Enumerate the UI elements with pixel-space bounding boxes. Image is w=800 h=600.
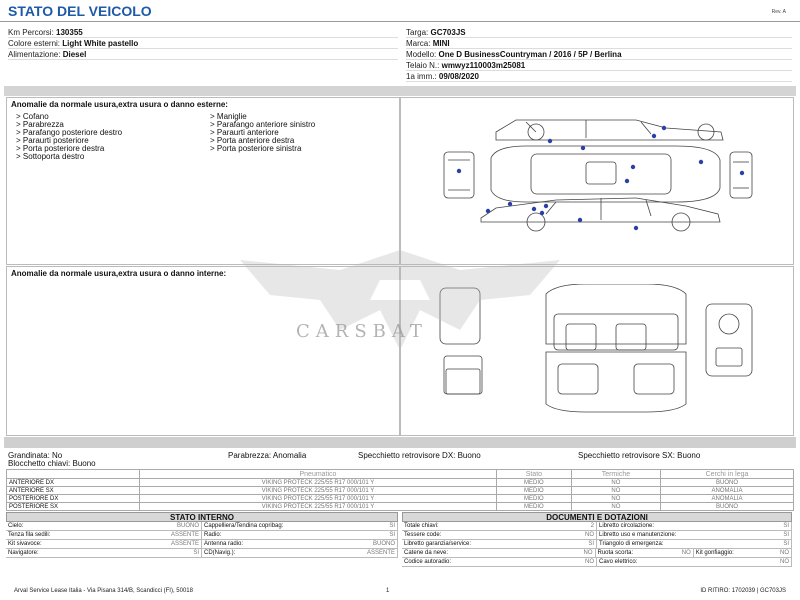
item-label: Radio:: [204, 532, 222, 538]
list-item: [402, 522, 597, 530]
tyre-position: POSTERIORE DX: [7, 495, 140, 503]
item-label: Ruota scorta:: [597, 550, 634, 556]
tyre-state: MEDIO: [496, 495, 571, 503]
table-row: [6, 540, 398, 549]
damage-item: > Parafango anteriore sinistro: [210, 121, 315, 129]
list-item: [597, 540, 792, 548]
item-label: Totale chiavi:: [404, 523, 439, 529]
list-item: [202, 540, 398, 548]
item-value: NO: [681, 550, 691, 556]
info-row-plate: [406, 27, 792, 38]
table-header: Stato: [496, 470, 571, 479]
info-value: One D BusinessCountryman / 2016 / 5P / Berlina: [438, 50, 622, 59]
info-value: 09/08/2020: [438, 72, 479, 81]
external-damage-list-col2: [210, 113, 315, 153]
item-label: Kit gonfiaggio:: [695, 550, 734, 556]
item-value: SI: [389, 532, 395, 538]
damage-item: > Porta anteriore destra: [210, 137, 315, 145]
info-row-color: [8, 38, 398, 49]
tyre-rim: BUONO: [661, 479, 794, 487]
item-label: Cielo:: [8, 523, 24, 529]
info-row-registration: [406, 71, 792, 82]
key-block-status: Blocchetto chiavi: Buono: [8, 459, 96, 468]
table-row: [7, 495, 794, 503]
item-label: Tenza fila sedili:: [8, 532, 51, 538]
list-item: [402, 549, 596, 557]
item-value: BUONO: [176, 523, 199, 529]
item-value: 2: [590, 523, 594, 529]
damage-item: > Parafango posteriore destro: [16, 129, 122, 137]
info-label: Telaio N.:: [406, 61, 440, 70]
tyre-thermal: NO: [571, 487, 660, 495]
section-divider-bar: [4, 86, 796, 96]
table-row: [6, 531, 398, 540]
info-label: 1a imm.:: [406, 72, 437, 81]
tyre-position: POSTERIORE SX: [7, 503, 140, 511]
item-value: BUONO: [372, 541, 395, 547]
internal-damage-heading: Anomalie da normale usura,extra usura o danno interne:: [11, 269, 227, 278]
info-label: Colore esterni:: [8, 39, 61, 48]
item-label: Codice autoradio:: [404, 559, 452, 565]
item-value: ASSENTE: [170, 541, 199, 547]
item-value: NO: [780, 550, 789, 556]
item-value: ASSENTE: [366, 550, 395, 556]
table-header: Termiche: [571, 470, 660, 479]
item-label: Catene da neve:: [404, 550, 449, 556]
tyre-position: ANTERIORE SX: [7, 487, 140, 495]
tyre-state: MEDIO: [496, 503, 571, 511]
table-row: [402, 558, 792, 567]
item-value: SI: [389, 523, 395, 529]
info-value: wmwyz110003m25081: [441, 61, 526, 70]
carsbat-logo: [230, 240, 570, 370]
item-value: SI: [783, 532, 789, 538]
watermark-text: CARSBAT: [296, 321, 428, 342]
item-value: NO: [780, 559, 789, 565]
list-item: [597, 531, 792, 539]
tyre-thermal: NO: [571, 479, 660, 487]
info-value: Diesel: [62, 50, 87, 59]
list-item: [6, 522, 202, 530]
info-row-km: [8, 27, 398, 38]
external-damage-heading: Anomalie da normale usura,extra usura o danno esterne:: [11, 100, 228, 109]
tyre-model: VIKING PROTECK 225/55 R17 000/101 Y: [140, 479, 497, 487]
info-label: Marca:: [406, 39, 431, 48]
info-label: Alimentazione:: [8, 50, 61, 59]
item-label: CD(Navig.):: [204, 550, 236, 556]
damage-item: > Porta posteriore destra: [16, 145, 122, 153]
info-row-fuel: [8, 49, 398, 60]
item-label: Libretto circolazione:: [599, 523, 655, 529]
header-divider: [0, 21, 800, 22]
damage-item: > Porta posteriore sinistra: [210, 145, 315, 153]
info-value: 130355: [56, 28, 83, 37]
item-label: Triangolo di emergenza:: [599, 541, 664, 547]
table-row: [7, 479, 794, 487]
parabrezza-status: Parabrezza: Anomalia: [228, 451, 307, 460]
tyre-thermal: NO: [571, 495, 660, 503]
info-label: Km Percorsi:: [8, 28, 54, 37]
list-item: [202, 522, 398, 530]
damage-item: > Paraurti posteriore: [16, 137, 122, 145]
item-value: NO: [585, 532, 594, 538]
item-label: Antenna radio:: [204, 541, 244, 547]
list-item: [6, 540, 202, 548]
documenti-box: [402, 522, 792, 567]
list-item: [6, 531, 202, 539]
table-row: [402, 540, 792, 549]
section-divider-bar-lower: [4, 437, 796, 448]
item-label: Tessere code:: [404, 532, 442, 538]
list-item: [597, 558, 792, 566]
vehicle-info-right: [406, 27, 792, 82]
damage-item: > Paraurti anteriore: [210, 129, 315, 137]
item-label: Navigatore:: [8, 550, 39, 556]
tyre-model: VIKING PROTECK 225/55 R17 000/101 Y: [140, 503, 497, 511]
damage-item: > Sottoporta destro: [16, 153, 122, 161]
tyre-state: MEDIO: [496, 479, 571, 487]
list-item: [402, 531, 597, 539]
table-header: Pneumatico: [140, 470, 497, 479]
tyre-rim: BUONO: [661, 503, 794, 511]
tyres-table: [6, 469, 794, 511]
tyre-state: MEDIO: [496, 487, 571, 495]
table-row: [6, 549, 398, 558]
footer-company: Arval Service Lease Italia - Via Pisana 314/B, Scandicci (FI), 50018: [14, 588, 193, 594]
info-value: MINI: [432, 39, 450, 48]
tyre-thermal: NO: [571, 503, 660, 511]
item-value: NO: [585, 559, 594, 565]
list-item: [202, 549, 398, 557]
tyre-model: VIKING PROTECK 225/55 R17 000/101 Y: [140, 495, 497, 503]
table-row: [402, 522, 792, 531]
mirror-right-status: Specchietto retrovisore DX: Buono: [358, 451, 481, 460]
page-title: STATO DEL VEICOLO: [8, 3, 152, 19]
info-label: Targa:: [406, 28, 429, 37]
tyre-rim: ANOMALIA: [661, 487, 794, 495]
tyre-position: ANTERIORE DX: [7, 479, 140, 487]
item-label: Libretto uso e manutenzione:: [599, 532, 677, 538]
item-label: Kit sivavoce:: [8, 541, 42, 547]
stato-interno-box: [6, 522, 398, 558]
table-row: [7, 503, 794, 511]
info-label: Modello:: [406, 50, 437, 59]
damage-item: > Parabrezza: [16, 121, 122, 129]
list-item: [694, 549, 792, 557]
table-header-row: [7, 470, 794, 479]
list-item: [202, 531, 398, 539]
table-row: [7, 487, 794, 495]
info-row-model: [406, 49, 792, 60]
table-row: [6, 522, 398, 531]
grandinata-status: Grandinata: No: [8, 451, 63, 460]
info-row-chassis: [406, 60, 792, 71]
item-label: Cappelliera/Tendina copribag:: [204, 523, 284, 529]
item-value: SI: [783, 541, 789, 547]
list-item: [6, 549, 202, 557]
info-row-brand: [406, 38, 792, 49]
table-row: [402, 549, 792, 558]
tyre-rim: ANOMALIA: [661, 495, 794, 503]
item-value: SI: [588, 541, 594, 547]
item-label: Libretto garanzia/service:: [404, 541, 472, 547]
tyre-model: VIKING PROTECK 225/55 R17 000/101 Y: [140, 487, 497, 495]
item-value: ASSENTE: [170, 532, 199, 538]
revision-label: Rev. A: [771, 9, 786, 15]
stato-interno-heading: STATO INTERNO: [6, 512, 398, 522]
table-row: [402, 531, 792, 540]
footer-page-number: 1: [386, 588, 390, 594]
external-damage-list-col1: [16, 113, 122, 161]
footer-id: ID RITIRO: 1702039 | GC703JS: [700, 588, 786, 594]
list-item: [597, 522, 792, 530]
table-header: Cerchi in lega: [661, 470, 794, 479]
info-value: GC703JS: [430, 28, 466, 37]
item-value: NO: [583, 550, 593, 556]
list-item: [596, 549, 694, 557]
item-value: SI: [783, 523, 789, 529]
table-header: [7, 470, 140, 479]
list-item: [402, 540, 597, 548]
documenti-heading: DOCUMENTI E DOTAZIONI: [402, 512, 792, 522]
damage-item: > Maniglie: [210, 113, 315, 121]
info-value: Light White pastello: [62, 39, 139, 48]
damage-item: > Cofano: [16, 113, 122, 121]
item-label: Cavo elettrico:: [599, 559, 638, 565]
item-value: SI: [193, 550, 199, 556]
list-item: [402, 558, 597, 566]
mirror-left-status: Specchietto retrovisore SX: Buono: [578, 451, 701, 460]
exterior-car-diagram: [436, 110, 756, 235]
vehicle-info-left: [8, 27, 398, 60]
